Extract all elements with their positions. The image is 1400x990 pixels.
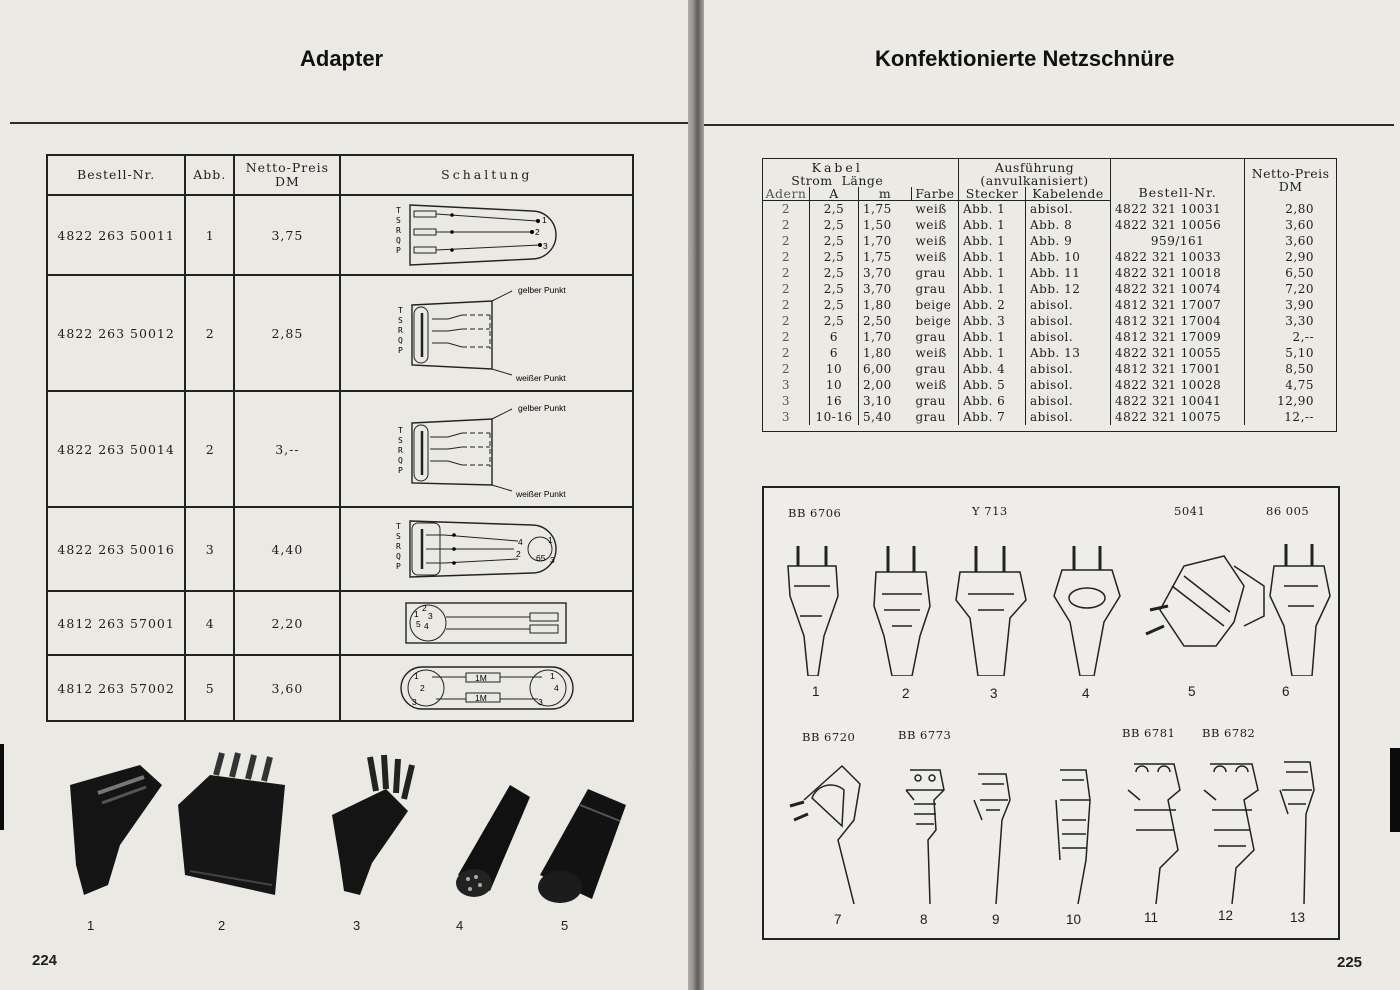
cable-end-cell: abisol. [1026, 409, 1111, 425]
length-cell: 1,70 [859, 233, 912, 249]
plug-number: 13 [1290, 910, 1306, 925]
note-white-dot: weißer Punkt [515, 489, 566, 499]
group-cable [763, 159, 912, 188]
adapter-photos [40, 745, 660, 905]
cores-cell: 2 [763, 265, 810, 281]
svg-text:1: 1 [413, 609, 419, 619]
photo-number: 3 [353, 918, 361, 933]
cable-end-cell: Abb. 13 [1026, 345, 1111, 361]
svg-text:S: S [395, 532, 401, 541]
power-cord-table [762, 158, 1337, 432]
photo-number: 5 [561, 918, 569, 933]
current-cell: 10-16 [810, 409, 859, 425]
svg-text:S: S [397, 316, 403, 325]
svg-text:P: P [395, 562, 401, 571]
cores-cell: 2 [763, 361, 810, 377]
length-cell: 1,50 [859, 217, 912, 233]
plug-number: 12 [1218, 908, 1234, 923]
table-row [763, 313, 1337, 329]
svg-text:1: 1 [549, 671, 555, 681]
cores-cell: 3 [763, 393, 810, 409]
svg-text:1: 1 [413, 671, 419, 681]
current-cell: 10 [810, 377, 859, 393]
col-cores: Adern [763, 187, 810, 201]
color-cell: grau [915, 266, 946, 280]
svg-text:Q: Q [397, 336, 403, 345]
plug-figure-2 [874, 546, 930, 676]
plug-number: 7 [834, 912, 842, 927]
plug-number: 10 [1066, 912, 1082, 927]
current-cell: 2,5 [810, 265, 859, 281]
plug-type-label: BB 6773 [898, 728, 952, 742]
table-row [763, 281, 1337, 297]
price-cell: 4,40 [234, 507, 340, 591]
col-current: A [810, 187, 859, 201]
plug-drawings-top [764, 526, 1338, 676]
svg-text:2: 2 [534, 227, 540, 237]
fig-cell: 2 [185, 391, 234, 507]
table-bottom [763, 425, 1337, 432]
thumb-index-tab [0, 744, 4, 830]
plug-cell: Abb. 1 [959, 265, 1026, 281]
col-length: m [859, 187, 912, 201]
cores-cell: 2 [763, 329, 810, 345]
svg-text:3: 3 [427, 611, 433, 621]
color-cell: grau [915, 362, 946, 376]
cores-cell: 2 [763, 249, 810, 265]
plug-cell: Abb. 4 [959, 361, 1026, 377]
svg-text:T: T [395, 522, 401, 531]
col-order-no: Bestell-Nr. [47, 155, 185, 195]
plug-figure-3 [956, 546, 1026, 676]
col-plug: Stecker [959, 187, 1026, 201]
svg-text:Q: Q [395, 236, 401, 245]
plug-drawings-bottom [764, 750, 1338, 904]
cable-end-cell: abisol. [1026, 361, 1111, 377]
col-price [1245, 159, 1337, 201]
svg-text:1: 1 [547, 535, 553, 545]
col-cable-end: Kabelende [1026, 187, 1111, 201]
spacer [912, 159, 959, 188]
plug-cell: Abb. 1 [959, 201, 1026, 218]
plug-cell: Abb. 1 [959, 281, 1026, 297]
order-no-cell: 4822 263 50016 [47, 507, 185, 591]
fig-cell: 5 [185, 655, 234, 721]
order-no-cell: 4812 321 17007 [1111, 297, 1245, 313]
plug-number: 1 [812, 684, 820, 699]
price-cell: 2,90 [1245, 249, 1337, 265]
order-no-cell: 4822 321 10031 [1111, 201, 1245, 218]
table-row [47, 591, 633, 655]
svg-text:P: P [397, 466, 403, 475]
page-title-adapter: Adapter [300, 46, 384, 71]
table-row [763, 265, 1337, 281]
current-cell: 6 [810, 345, 859, 361]
plug-figure-12 [1204, 764, 1258, 904]
color-cell: weiß [915, 234, 947, 248]
title-rule [10, 122, 688, 124]
color-cell: weiß [915, 346, 947, 360]
note-yellow-dot: gelber Punkt [517, 403, 566, 413]
cores-cell: 3 [763, 377, 810, 393]
svg-text:T: T [397, 426, 403, 435]
plug-cell: Abb. 6 [959, 393, 1026, 409]
order-no-cell: 4822 321 10055 [1111, 345, 1245, 361]
plug-figure-5 [1146, 556, 1264, 646]
current-cell: 16 [810, 393, 859, 409]
plug-type-label: BB 6781 [1122, 726, 1176, 740]
plug-figure-6 [1270, 544, 1330, 676]
svg-text:1: 1 [541, 215, 547, 225]
col-price-line1: Netto-Preis [1251, 165, 1330, 181]
color-cell: weiß [915, 250, 947, 264]
cores-cell: 2 [763, 233, 810, 249]
order-no-cell: 4822 263 50012 [47, 275, 185, 391]
order-no-cell: 4812 263 57002 [47, 655, 185, 721]
plug-number: 9 [992, 912, 1000, 927]
cores-cell: 2 [763, 345, 810, 361]
cores-cell: 2 [763, 281, 810, 297]
table-header-row [47, 155, 633, 195]
current-cell: 2,5 [810, 297, 859, 313]
plug-number: 5 [1188, 684, 1196, 699]
plug-cell: Abb. 2 [959, 297, 1026, 313]
price-cell: 6,50 [1245, 265, 1337, 281]
plug-figure-4 [1054, 546, 1120, 676]
plug-figures-bottom [762, 710, 1340, 940]
cable-end-cell: Abb. 8 [1026, 217, 1111, 233]
col-order-no: Bestell-Nr. [1111, 159, 1245, 201]
title-rule [704, 124, 1394, 126]
circuit-schematic-6 [392, 661, 582, 715]
table-row [763, 233, 1337, 249]
cores-cell: 3 [763, 409, 810, 425]
svg-text:5: 5 [415, 619, 421, 629]
price-cell: 5,10 [1245, 345, 1337, 361]
color-cell: weiß [915, 378, 947, 392]
current-cell: 2,5 [810, 313, 859, 329]
circuit-schematic-1 [392, 199, 582, 271]
price-cell: 3,60 [234, 655, 340, 721]
plug-figure-1 [788, 546, 838, 676]
current-cell: 2,5 [810, 233, 859, 249]
cable-end-cell: abisol. [1026, 297, 1111, 313]
plug-figure-9 [974, 774, 1010, 904]
cores-cell: 2 [763, 313, 810, 329]
circuit-schematic-3 [362, 395, 612, 503]
plug-figure-7 [790, 766, 860, 904]
svg-text:R: R [397, 446, 403, 455]
cable-end-cell: abisol. [1026, 329, 1111, 345]
svg-text:4: 4 [423, 621, 429, 631]
plug-figures-top [762, 486, 1340, 714]
table-row [763, 217, 1337, 233]
group-design [959, 159, 1111, 188]
page-title-power-cords: Konfektionierte Netzschnüre [875, 46, 1175, 71]
price-cell: 3,60 [1245, 217, 1337, 233]
adapter-photo-4 [456, 785, 530, 897]
cores-cell: 2 [763, 217, 810, 233]
svg-text:R: R [397, 326, 403, 335]
svg-text:T: T [395, 206, 401, 215]
svg-text:3: 3 [411, 697, 417, 707]
col-color: Farbe [912, 187, 959, 201]
plug-cell: Abb. 7 [959, 409, 1026, 425]
price-cell: 7,20 [1245, 281, 1337, 297]
table-row [763, 345, 1337, 361]
table-row [763, 297, 1337, 313]
adapter-photo-5 [538, 789, 626, 903]
length-cell: 1,80 [859, 297, 912, 313]
group-design-line2: (anvulkanisiert) [980, 173, 1089, 188]
col-price-line1: Netto-Preis [245, 160, 330, 175]
table-row [47, 275, 633, 391]
color-cell: beige [915, 314, 952, 328]
length-cell: 2,50 [859, 313, 912, 329]
schematic-cell [340, 507, 633, 591]
order-no-cell: 4812 321 17004 [1111, 313, 1245, 329]
color-cell: weiß [915, 202, 947, 216]
plug-type-label: BB 6782 [1202, 726, 1256, 740]
order-no-cell: 4822 263 50011 [47, 195, 185, 275]
cable-end-cell: abisol. [1026, 393, 1111, 409]
svg-text:4: 4 [553, 683, 559, 693]
cable-end-cell: Abb. 12 [1026, 281, 1111, 297]
current-cell: 2,5 [810, 217, 859, 233]
length-cell: 5,40 [859, 409, 912, 425]
length-cell: 3,10 [859, 393, 912, 409]
svg-text:P: P [395, 246, 401, 255]
col-price-line2: DM [274, 174, 300, 189]
current-cell: 10 [810, 361, 859, 377]
table-row [763, 249, 1337, 265]
length-cell: 3,70 [859, 265, 912, 281]
svg-text:S: S [397, 436, 403, 445]
order-no-cell: 4822 321 10028 [1111, 377, 1245, 393]
plug-type-label: BB 6706 [788, 506, 842, 520]
svg-text:T: T [397, 306, 403, 315]
note-yellow-dot: gelber Punkt [517, 285, 566, 295]
plug-type-label: 86 005 [1266, 504, 1310, 518]
plug-figure-11 [1128, 764, 1180, 904]
plug-type-label: Y 713 [972, 504, 1008, 518]
group-cable-label: Kabel [811, 160, 863, 175]
thumb-index-tab [1390, 748, 1400, 832]
svg-text:2: 2 [515, 549, 521, 559]
table-row [763, 409, 1337, 425]
svg-text:Q: Q [397, 456, 403, 465]
table-row [47, 507, 633, 591]
circuit-schematic-2 [362, 279, 612, 387]
plug-cell: Abb. 1 [959, 217, 1026, 233]
plug-type-label: 5041 [1174, 504, 1206, 518]
resistor-label: 1M [474, 673, 487, 683]
schematic-cell [340, 391, 633, 507]
page-number-left: 224 [32, 952, 58, 969]
svg-text:Q: Q [395, 552, 401, 561]
current-cell: 6 [810, 329, 859, 345]
plug-cell: Abb. 3 [959, 313, 1026, 329]
price-cell: 2,20 [234, 591, 340, 655]
length-cell: 1,80 [859, 345, 912, 361]
col-price [234, 155, 340, 195]
order-no-cell: 4812 321 17001 [1111, 361, 1245, 377]
table-row [763, 393, 1337, 409]
svg-text:P: P [397, 346, 403, 355]
svg-text:2: 2 [419, 683, 425, 693]
order-no-cell: 4822 321 10033 [1111, 249, 1245, 265]
group-design-line1: Ausführung [994, 160, 1075, 175]
table-row [763, 377, 1337, 393]
circuit-schematic-4 [392, 511, 582, 587]
fig-cell: 2 [185, 275, 234, 391]
order-no-cell: 4822 321 10041 [1111, 393, 1245, 409]
schematic-cell [340, 591, 633, 655]
table-row [763, 329, 1337, 345]
left-page [0, 0, 688, 990]
cable-end-cell: Abb. 11 [1026, 265, 1111, 281]
svg-text:3: 3 [537, 697, 543, 707]
plug-number: 6 [1282, 684, 1290, 699]
length-cell: 3,70 [859, 281, 912, 297]
plug-number: 8 [920, 912, 928, 927]
svg-text:3: 3 [542, 241, 548, 251]
length-cell: 2,00 [859, 377, 912, 393]
current-cell: 2,5 [810, 249, 859, 265]
svg-text:2: 2 [421, 603, 427, 613]
fig-cell: 3 [185, 507, 234, 591]
svg-text:4: 4 [517, 537, 523, 547]
resistor-label: 1M [474, 693, 487, 703]
color-cell: weiß [915, 218, 947, 232]
svg-text:S: S [395, 216, 401, 225]
fig-cell: 1 [185, 195, 234, 275]
schematic-cell [340, 195, 633, 275]
plug-type-label: BB 6720 [802, 730, 856, 744]
price-cell: 8,50 [1245, 361, 1337, 377]
cores-cell: 2 [763, 201, 810, 218]
cable-end-cell: abisol. [1026, 201, 1111, 218]
table-row [47, 391, 633, 507]
table-row [763, 361, 1337, 377]
current-cell: 2,5 [810, 281, 859, 297]
cable-end-cell: abisol. [1026, 313, 1111, 329]
group-cable-sub: Strom Länge [791, 173, 884, 188]
adapter-table [46, 154, 634, 722]
price-cell: 3,60 [1245, 233, 1337, 249]
length-cell: 6,00 [859, 361, 912, 377]
svg-text:R: R [395, 226, 401, 235]
price-cell: 4,75 [1245, 377, 1337, 393]
price-cell: 2,85 [234, 275, 340, 391]
length-cell: 1,75 [859, 249, 912, 265]
price-cell: 3,30 [1245, 313, 1337, 329]
svg-text:3: 3 [549, 555, 555, 565]
order-no-cell: 4812 263 57001 [47, 591, 185, 655]
order-no-cell: 4822 321 10074 [1111, 281, 1245, 297]
photo-number: 4 [456, 918, 464, 933]
svg-text:R: R [395, 542, 401, 551]
cable-end-cell: abisol. [1026, 377, 1111, 393]
price-cell: 2,-- [1245, 329, 1337, 345]
plug-figure-13 [1280, 762, 1314, 904]
price-cell: 12,90 [1245, 393, 1337, 409]
order-no-cell: 4812 321 17009 [1111, 329, 1245, 345]
plug-cell: Abb. 1 [959, 249, 1026, 265]
color-cell: grau [915, 330, 946, 344]
note-white-dot: weißer Punkt [515, 373, 566, 383]
price-cell: 2,80 [1245, 201, 1337, 218]
plug-number: 2 [902, 686, 910, 701]
price-cell: 12,-- [1245, 409, 1337, 425]
price-cell: 3,-- [234, 391, 340, 507]
svg-text:65: 65 [535, 553, 546, 563]
cores-cell: 2 [763, 297, 810, 313]
plug-figure-10 [1056, 770, 1090, 904]
price-cell: 3,75 [234, 195, 340, 275]
length-cell: 1,70 [859, 329, 912, 345]
plug-cell: Abb. 1 [959, 345, 1026, 361]
plug-figure-8 [906, 770, 944, 904]
plug-cell: Abb. 1 [959, 233, 1026, 249]
table-group-header [763, 159, 1337, 188]
schematic-cell [340, 275, 633, 391]
plug-cell: Abb. 1 [959, 329, 1026, 345]
color-cell: beige [915, 298, 952, 312]
table-row [47, 655, 633, 721]
photo-number: 2 [218, 918, 226, 933]
table-row [763, 201, 1337, 218]
current-cell: 2,5 [810, 201, 859, 218]
order-no-cell: 4822 321 10075 [1111, 409, 1245, 425]
table-row [47, 195, 633, 275]
col-price-line2: DM [1278, 178, 1303, 194]
col-circuit: Schaltung [340, 155, 633, 195]
color-cell: grau [915, 394, 946, 408]
color-cell: grau [915, 282, 946, 296]
schematic-cell [340, 655, 633, 721]
plug-number: 4 [1082, 686, 1090, 701]
page-number-right: 225 [1337, 954, 1363, 971]
adapter-photo-2 [178, 753, 285, 895]
color-cell: grau [915, 410, 946, 424]
plug-number: 3 [990, 686, 998, 701]
photo-number: 1 [87, 918, 95, 933]
order-no-cell: 959/161 [1111, 233, 1245, 249]
price-cell: 3,90 [1245, 297, 1337, 313]
fig-cell: 4 [185, 591, 234, 655]
length-cell: 1,75 [859, 201, 912, 218]
order-no-cell: 4822 321 10018 [1111, 265, 1245, 281]
order-no-cell: 4822 263 50014 [47, 391, 185, 507]
plug-cell: Abb. 5 [959, 377, 1026, 393]
cable-end-cell: Abb. 10 [1026, 249, 1111, 265]
plug-number: 11 [1144, 910, 1159, 925]
order-no-cell: 4822 321 10056 [1111, 217, 1245, 233]
adapter-photo-3 [332, 755, 412, 895]
col-fig: Abb. [185, 155, 234, 195]
circuit-schematic-5 [392, 597, 582, 649]
right-page [704, 0, 1400, 990]
cable-end-cell: Abb. 9 [1026, 233, 1111, 249]
adapter-photo-1 [70, 765, 162, 895]
